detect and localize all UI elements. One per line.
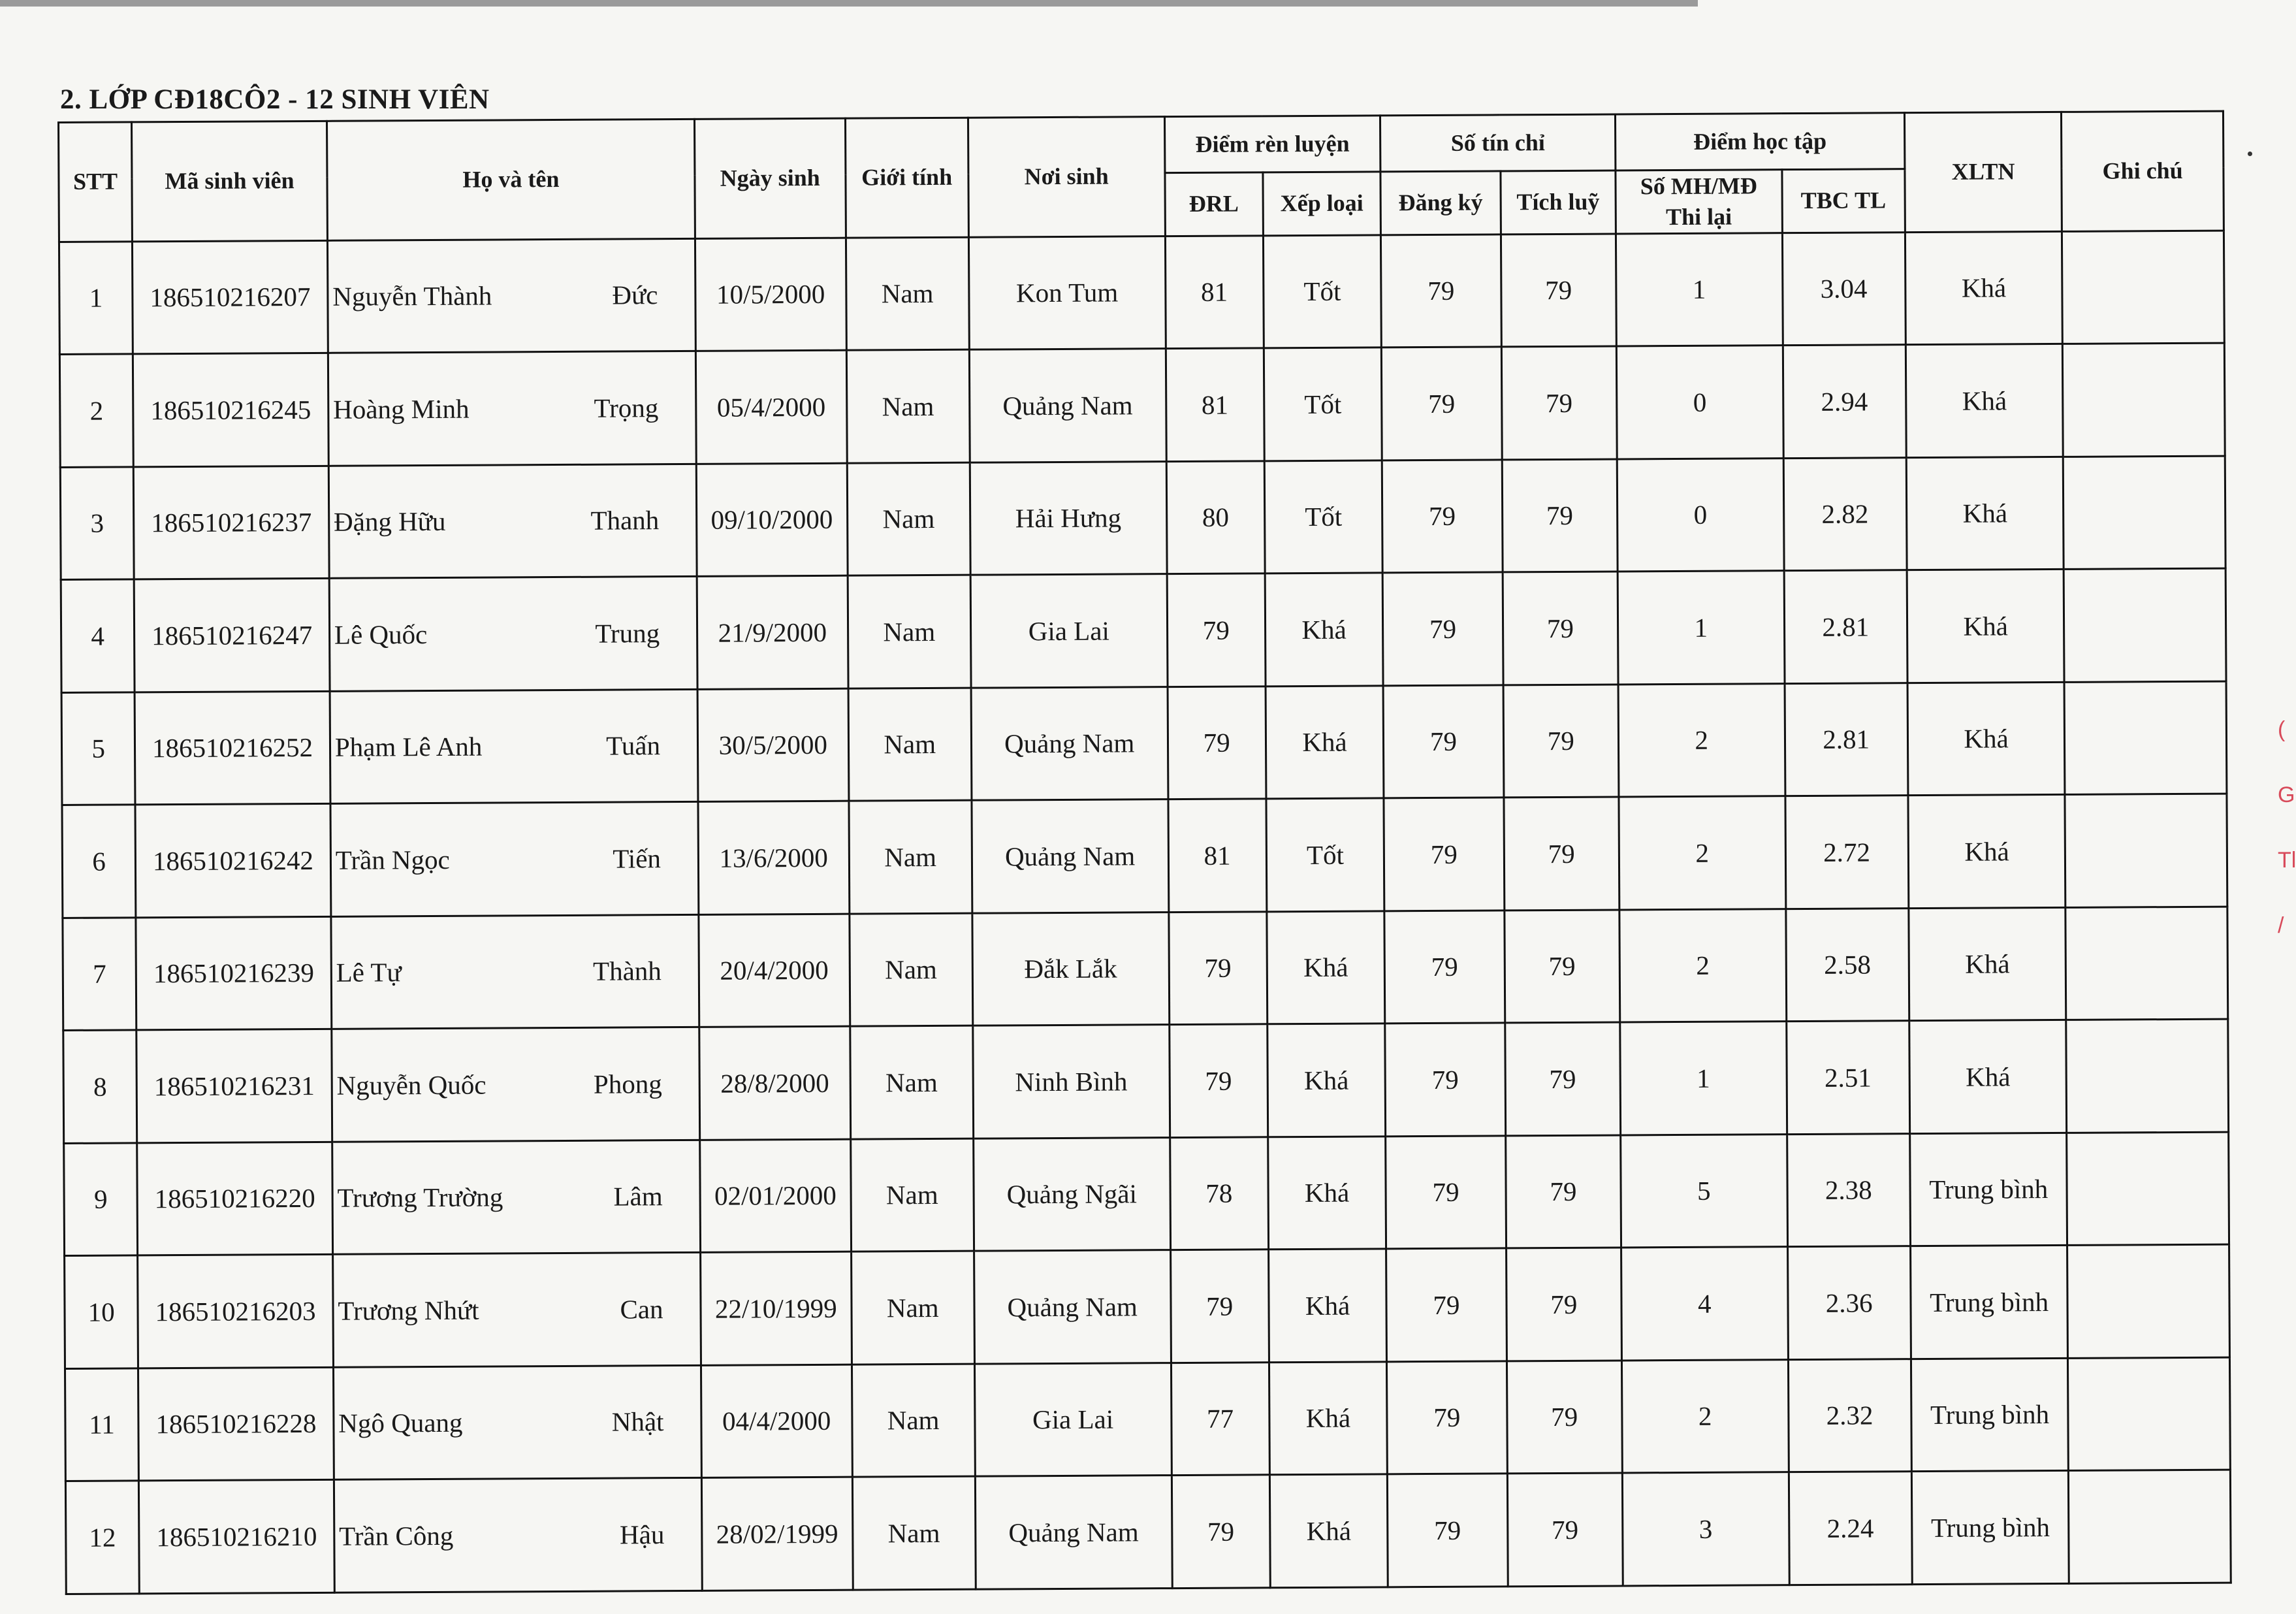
surname-text: Trần Công [339,1520,454,1551]
cell-student-id: 186510216228 [138,1367,334,1481]
header-graduation-rank: XLTN [1904,112,2062,232]
header-conduct-group: Điểm rèn luyện [1164,116,1380,173]
header-notes: Ghi chú [2062,111,2224,231]
cell-gender: Nam [850,1025,973,1138]
cell-accumulated: 79 [1506,1248,1621,1361]
cell-graduation-rank: Khá [1907,682,2065,796]
surname-text: Trương Trường [337,1182,503,1214]
cell-full-name [332,1140,701,1254]
cell-gpa: 2.82 [1783,457,1907,570]
cell-birthplace: Quảng Nam [974,1250,1171,1364]
cell-gender: Nam [849,913,972,1026]
cell-retake: 4 [1621,1247,1788,1361]
table-row [61,568,2226,692]
cell-conduct-rank: Khá [1268,1249,1386,1362]
cell-graduation-rank: Khá [1909,1020,2067,1134]
stamp-mark: G [2278,783,2295,807]
cell-birthplace: Quảng Nam [971,686,1168,800]
cell-drl: 81 [1168,799,1266,912]
given-name-text: Tiến [613,843,662,874]
header-stt: STT [59,122,133,242]
cell-registered: 79 [1382,347,1502,460]
cell-dob: 04/4/2000 [701,1364,852,1478]
header-registered: Đăng ký [1380,171,1501,235]
given-name-text: Can [620,1294,663,1325]
cell-retake: 2 [1619,909,1786,1022]
cell-accumulated: 79 [1503,685,1619,798]
surname-text: Đặng Hữu [333,506,446,538]
cell-registered: 79 [1382,460,1502,573]
scan-speck [2248,152,2252,156]
header-drl: ĐRL [1164,172,1263,236]
cell-conduct-rank: Tốt [1266,798,1384,911]
cell-gpa: 2.81 [1784,570,1907,683]
cell-notes [2066,1019,2228,1133]
cell-gender: Nam [852,1364,975,1477]
cell-stt: 10 [65,1255,138,1368]
given-name-text: Hậu [619,1519,665,1550]
header-birthplace: Nơi sinh [968,117,1165,237]
cell-retake: 2 [1621,1359,1788,1473]
cell-gpa: 2.94 [1783,345,1906,458]
cell-graduation-rank: Trung bình [1910,1246,2067,1359]
cell-birthplace: Ninh Bình [973,1025,1170,1138]
cell-dob: 09/10/2000 [696,463,847,577]
cell-dob: 28/8/2000 [699,1026,850,1140]
header-retake-line1: Số MH/MĐ [1640,172,1757,200]
table-body [59,231,2231,1594]
cell-birthplace: Hải Hưng [970,461,1167,575]
cell-notes [2065,907,2227,1020]
cell-registered: 79 [1381,234,1501,347]
cell-drl: 78 [1170,1137,1268,1250]
given-name-text: Trọng [594,393,659,423]
cell-accumulated: 79 [1503,572,1618,685]
cell-stt: 4 [61,579,135,692]
cell-birthplace: Quảng Nam [969,349,1166,462]
cell-full-name [332,1252,701,1366]
student-roster-table [57,110,2232,1595]
cell-accumulated: 79 [1507,1361,1622,1474]
cell-retake: 1 [1616,233,1782,346]
cell-drl: 79 [1168,911,1267,1024]
table-row [61,681,2227,805]
given-name-text: Trung [595,618,660,649]
table-row [65,1244,2230,1368]
stamp-mark: / [2278,913,2284,938]
cell-accumulated: 79 [1505,1135,1621,1248]
cell-notes [2064,568,2226,682]
cell-stt: 3 [60,466,134,579]
cell-dob: 13/6/2000 [698,801,849,914]
cell-graduation-rank: Trung bình [1911,1358,2068,1472]
cell-birthplace: Quảng Nam [975,1476,1172,1589]
table-row [64,1132,2229,1256]
cell-stt: 5 [61,692,135,805]
header-retake [1616,170,1782,234]
cell-student-id: 186510216252 [135,691,330,805]
header-credits-group: Số tín chỉ [1380,114,1616,172]
cell-birthplace: Quảng Ngãi [974,1137,1171,1251]
cell-stt: 1 [59,241,133,354]
cell-full-name [327,238,695,353]
cell-graduation-rank: Khá [1907,570,2064,683]
cell-gpa: 2.24 [1789,1472,1912,1585]
given-name-text: Thanh [590,505,660,536]
stamp-mark: Tl [2278,848,2296,873]
cell-notes [2069,1470,2231,1583]
scan-edge [0,0,1698,7]
cell-gpa: 2.36 [1787,1246,1911,1359]
cell-drl: 77 [1171,1362,1269,1475]
cell-registered: 79 [1382,572,1503,685]
cell-student-id: 186510216247 [134,578,330,692]
cell-student-id: 186510216245 [133,353,329,466]
given-name-text: Phong [593,1069,662,1099]
cell-student-id: 186510216207 [133,240,328,354]
cell-dob: 30/5/2000 [697,688,848,802]
cell-full-name [328,464,697,578]
cell-stt: 7 [63,917,136,1030]
cell-graduation-rank: Khá [1908,795,2065,909]
cell-conduct-rank: Tốt [1263,234,1381,347]
header-full-name: Họ và tên [327,119,695,240]
cell-notes [2065,794,2227,907]
cell-registered: 79 [1386,1248,1507,1361]
cell-graduation-rank: Khá [1906,457,2064,570]
cell-gender: Nam [848,688,972,801]
cell-conduct-rank: Khá [1267,911,1385,1024]
cell-retake: 1 [1618,571,1784,685]
cell-gpa: 3.04 [1782,232,1905,345]
cell-gpa: 2.81 [1785,683,1908,796]
cell-student-id: 186510216220 [137,1142,333,1255]
cell-gender: Nam [846,237,969,350]
table-row [60,456,2225,580]
cell-full-name [332,1027,700,1141]
cell-retake: 0 [1616,346,1783,459]
cell-birthplace: Gia Lai [974,1363,1172,1476]
cell-stt: 8 [63,1030,137,1143]
cell-accumulated: 79 [1505,1022,1620,1135]
cell-full-name [334,1477,702,1592]
surname-text: Ngô Quang [338,1408,463,1439]
cell-dob: 05/4/2000 [695,350,846,464]
cell-graduation-rank: Khá [1905,231,2062,345]
given-name-text: Tuấn [606,730,661,761]
surname-text: Lê Tự [336,957,402,988]
cell-student-id: 186510216242 [135,803,331,917]
cell-drl: 80 [1166,460,1265,573]
cell-notes [2067,1132,2229,1246]
cell-dob: 02/01/2000 [700,1139,851,1253]
cell-drl: 79 [1168,686,1266,799]
given-name-text: Đức [612,280,658,310]
cell-conduct-rank: Khá [1268,1136,1386,1249]
header-accumulated: Tích luỹ [1501,170,1616,234]
header-conduct-rank: Xếp loại [1263,172,1381,236]
cell-dob: 20/4/2000 [699,914,850,1027]
surname-text: Nguyễn Thành [332,280,492,312]
surname-text: Phạm Lê Anh [334,731,483,763]
cell-gpa: 2.72 [1785,796,1908,909]
cell-drl: 79 [1167,573,1266,686]
cell-registered: 79 [1386,1136,1506,1249]
cell-conduct-rank: Khá [1269,1474,1388,1587]
table-row [59,231,2224,355]
cell-full-name [328,351,696,465]
cell-registered: 79 [1385,1023,1505,1136]
table-row [62,794,2227,918]
table-row [63,1019,2229,1143]
cell-retake: 2 [1618,683,1785,797]
surname-text: Trần Ngọc [335,844,450,875]
cell-conduct-rank: Tốt [1264,460,1382,573]
cell-conduct-rank: Khá [1266,685,1384,798]
cell-gpa: 2.58 [1785,908,1909,1021]
cell-full-name [331,914,699,1029]
cell-stt: 9 [64,1142,138,1255]
given-name-text: Lâm [613,1181,663,1212]
cell-drl: 79 [1169,1024,1268,1137]
cell-gpa: 2.38 [1787,1133,1910,1246]
cell-stt: 2 [59,354,133,467]
cell-accumulated: 79 [1501,234,1616,347]
header-dob: Ngày sinh [695,118,846,238]
cell-gender: Nam [850,1138,974,1251]
cell-accumulated: 79 [1504,797,1619,910]
cell-gender: Nam [851,1251,974,1364]
cell-gender: Nam [847,462,970,575]
table-row [65,1470,2231,1594]
red-stamp-fragment [2266,718,2294,993]
cell-notes [2067,1244,2229,1358]
cell-birthplace: Kon Tum [968,236,1166,349]
cell-drl: 79 [1172,1475,1270,1588]
table-row [65,1357,2230,1481]
cell-birthplace: Đắk Lắk [972,912,1170,1025]
surname-text: Trương Nhứt [338,1295,479,1326]
cell-stt: 11 [65,1368,138,1481]
header-gpa: TBC TL [1781,169,1905,233]
stamp-mark: ( [2278,717,2286,742]
cell-dob: 28/02/1999 [701,1477,852,1590]
cell-gender: Nam [848,575,971,688]
cell-birthplace: Gia Lai [970,574,1168,688]
cell-registered: 79 [1388,1474,1508,1587]
cell-gender: Nam [852,1476,976,1589]
cell-registered: 79 [1383,685,1503,798]
header-student-id: Mã sinh viên [132,121,328,241]
cell-birthplace: Quảng Nam [972,799,1169,913]
cell-drl: 81 [1165,235,1264,348]
cell-gpa: 2.51 [1786,1021,1909,1134]
header-gender: Giới tính [845,118,968,238]
cell-graduation-rank: Trung bình [1910,1133,2067,1246]
cell-stt: 6 [62,805,136,918]
cell-conduct-rank: Khá [1269,1361,1387,1474]
cell-retake: 0 [1617,458,1783,572]
cell-student-id: 186510216237 [134,466,330,579]
cell-retake: 2 [1619,796,1785,910]
cell-stt: 12 [65,1481,139,1594]
cell-drl: 81 [1166,348,1264,461]
cell-accumulated: 79 [1504,910,1619,1023]
cell-full-name [330,801,699,916]
cell-student-id: 186510216210 [139,1479,335,1593]
cell-conduct-rank: Khá [1265,573,1383,686]
cell-full-name [333,1365,701,1479]
cell-full-name [330,689,698,803]
cell-registered: 79 [1384,911,1505,1024]
cell-dob: 21/9/2000 [697,575,848,689]
header-retake-line2: Thi lại [1665,203,1732,230]
cell-student-id: 186510216203 [138,1254,334,1368]
cell-dob: 10/5/2000 [695,238,846,351]
surname-text: Lê Quốc [334,619,428,650]
cell-gender: Nam [848,800,972,913]
table-row [63,907,2228,1031]
cell-notes [2062,231,2224,344]
cell-full-name [329,576,697,690]
cell-student-id: 186510216231 [136,1029,332,1142]
cell-conduct-rank: Tốt [1264,347,1382,460]
surname-text: Nguyễn Quốc [336,1069,486,1101]
section-title: 2. LỚP CĐ18CÔ2 - 12 SINH VIÊN [60,84,490,115]
cell-notes [2064,681,2226,795]
cell-gpa: 2.32 [1788,1359,1911,1472]
cell-graduation-rank: Khá [1909,907,2066,1021]
cell-accumulated: 79 [1501,346,1617,459]
cell-notes [2063,343,2225,457]
cell-graduation-rank: Trung bình [1911,1470,2069,1584]
given-name-text: Thành [592,956,662,987]
given-name-text: Nhật [611,1406,664,1437]
cell-retake: 3 [1622,1472,1789,1586]
cell-student-id: 186510216239 [136,916,332,1030]
cell-notes [2064,456,2225,570]
cell-conduct-rank: Khá [1268,1024,1386,1137]
cell-dob: 22/10/1999 [701,1251,852,1365]
cell-accumulated: 79 [1502,459,1618,572]
table-row [59,343,2225,467]
cell-drl: 79 [1170,1250,1269,1363]
cell-registered: 79 [1384,798,1504,911]
surname-text: Hoàng Minh [333,393,470,425]
cell-retake: 5 [1621,1134,1787,1248]
cell-gender: Nam [846,349,970,462]
cell-retake: 1 [1620,1022,1787,1135]
cell-notes [2068,1357,2230,1471]
cell-registered: 79 [1387,1361,1507,1474]
header-academic-group: Điểm học tập [1615,113,1904,170]
cell-accumulated: 79 [1507,1473,1623,1586]
cell-graduation-rank: Khá [1905,344,2063,458]
